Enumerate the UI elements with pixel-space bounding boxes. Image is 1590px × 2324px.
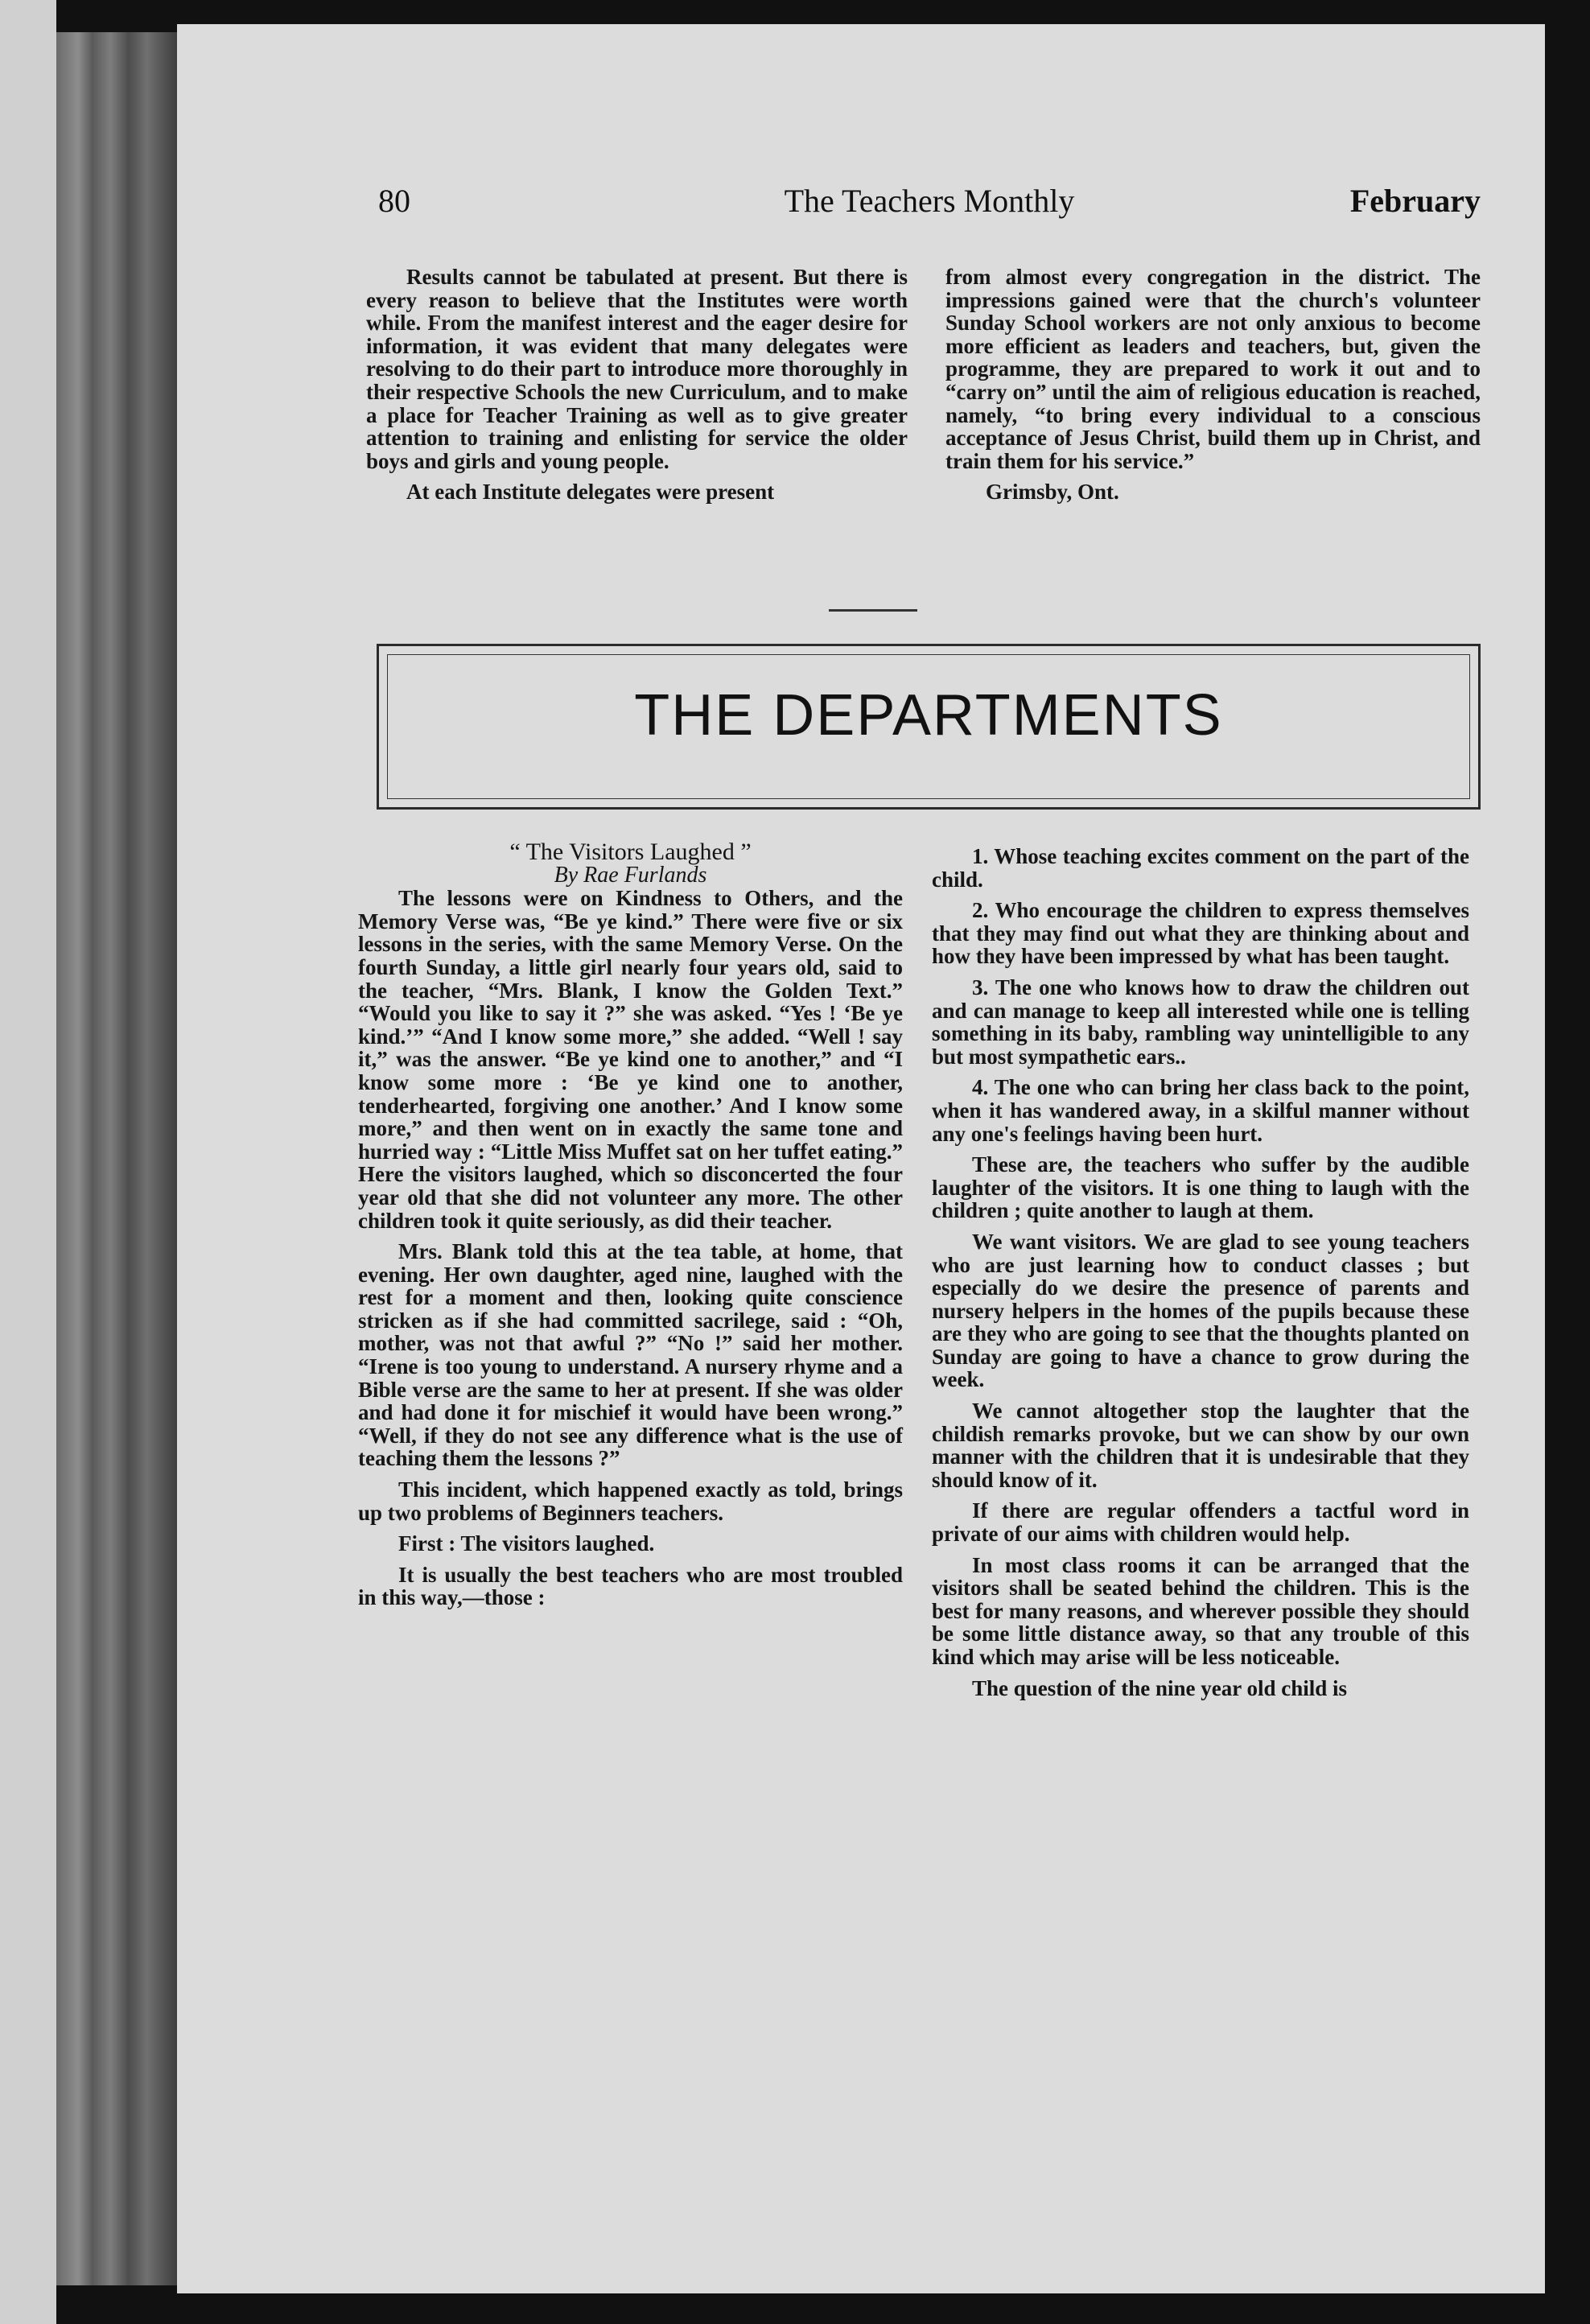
article-right-column bbox=[932, 845, 1469, 1700]
running-header bbox=[378, 177, 1481, 225]
paragraph: In most class rooms it can be arranged that the visitors shall be seated behind the children. This is the best for many reasons, and wherever possible they should be some little distance away, so that any trouble of this kind which may arise will be less noticeable. bbox=[932, 1552, 1469, 1669]
paragraph: 1. Whose teaching excites comment on the part of the child. bbox=[932, 844, 1469, 892]
article-byline: By Rae Furlands bbox=[554, 862, 707, 888]
paragraph: 4. The one who can bring her class back to the point, when it has wandered away, in a skilful manner without any one's feelings having been hurt. bbox=[932, 1075, 1469, 1146]
paragraph: This incident, which happened exactly as told, brings up two problems of Beginners teachers. bbox=[358, 1477, 903, 1525]
page-number: 80 bbox=[378, 183, 410, 219]
paragraph: We cannot altogether stop the laughter that the childish remarks provoke, but we can show by our own manner with the children that it is undesirable that they should know of it. bbox=[932, 1399, 1469, 1492]
top-right-column bbox=[945, 266, 1481, 504]
paragraph: Mrs. Blank told this at the tea table, at home, that evening. Her own daughter, aged nine, laughed with the rest for a moment and then, looking quite conscience stricken as if she had committed sacrilege, said : “Oh, mother, was not that awful ?” “No !” said her mother. “Irene is too young to understand. A nursery rhyme and a Bible verse are the same to her at present. If she was older and had done it for mischief it would have been wrong.” “Well, if they do not see any difference what is the use of teaching them the lessons ?” bbox=[358, 1239, 903, 1471]
article-title: “ The Visitors Laughed ” bbox=[509, 839, 752, 865]
issue-month: February bbox=[1349, 183, 1481, 219]
paragraph: from almost every congregation in the district. The impressions gained were that the church's volunteer Sunday School workers are not only anxious to become more efficient as leaders and teachers, but, given the programme, they are prepared to work it out and to “carry on” until the aim of religious education is reached, namely, “to bring every individual to a conscious acceptance of Jesus Christ, build them up in Christ, and train them for his service.” bbox=[945, 265, 1481, 473]
paragraph: The lessons were on Kindness to Others, and the Memory Verse was, “Be ye kind.” There were five or six lessons in the series, with the same Memory Verse. On the fourth Sunday, a little girl nearly four years old, said to the teacher, “Mrs. Blank, I know the Golden Text.” “Would you like to say it ?” she was asked. “Yes ! ‘Be ye kind.’” “And I know some more,” she added. “Well ! say it,” was the answer. “Be ye kind one to another,” and “I know some more : ‘Be ye kind one to another, tenderhearted, forgiving one another.’ And I know some more,” and then went on in exactly the same tone and hurried way : “Little Miss Muffet sat on her tuffet eating.” Here the visitors laughed, which so disconcerted the four year old that she did not volunteer any more. The other children took it quite seriously, as did their teacher. bbox=[358, 886, 903, 1233]
top-left-column bbox=[366, 266, 908, 504]
paragraph: The question of the nine year old child is bbox=[972, 1675, 1348, 1700]
paragraph: These are, the teachers who suffer by the audible laughter of the visitors. It is one thing to laugh with the children ; quite another to laugh at them. bbox=[932, 1152, 1469, 1223]
scan-margin bbox=[0, 0, 56, 2324]
paragraph: 3. The one who knows how to draw the children out and can manage to keep all interested while one is telling something in its baby, rambling way unintelligible to any but most sympathetic ears.. bbox=[932, 975, 1469, 1069]
paragraph: At each Institute delegates were present bbox=[406, 480, 775, 505]
paragraph: If there are regular offenders a tactful word in private of our aims with children would help. bbox=[932, 1498, 1469, 1547]
section-divider bbox=[829, 609, 917, 612]
journal-title: The Teachers Monthly bbox=[784, 183, 1075, 219]
book-page-edges bbox=[56, 32, 177, 2285]
section-title: THE DEPARTMENTS bbox=[634, 683, 1223, 748]
section-heading-box bbox=[377, 644, 1481, 810]
article-left-column bbox=[358, 841, 903, 1609]
paragraph: It is usually the best teachers who are most troubled in this way,—those : bbox=[358, 1562, 903, 1610]
paragraph: 2. Who encourage the children to express themselves that they may find out what they are thinking about and how they have been impressed by what has been taught. bbox=[932, 898, 1469, 969]
paragraph: Results cannot be tabulated at present. But there is every reason to believe that the Institutes were worth while. From the manifest interest and the eager desire for information, it was evident that many delegates were resolving to do their part to introduce more thoroughly in their respective Schools the new Curriculum, and to make a place for Teacher Training as well as to give greater attention to training and enlisting for service the older boys and girls and young people. bbox=[366, 265, 908, 473]
paragraph: First : The visitors laughed. bbox=[398, 1531, 655, 1556]
paragraph: We want visitors. We are glad to see young teachers who are just learning how to conduct classes ; but especially do we desire the presence of parents and nursery helpers in the homes of the pupils because these are they who are going to see that the thoughts planted on Sunday are going to have a chance to grow during the week. bbox=[932, 1229, 1469, 1392]
paragraph: Grimsby, Ont. bbox=[986, 480, 1119, 505]
